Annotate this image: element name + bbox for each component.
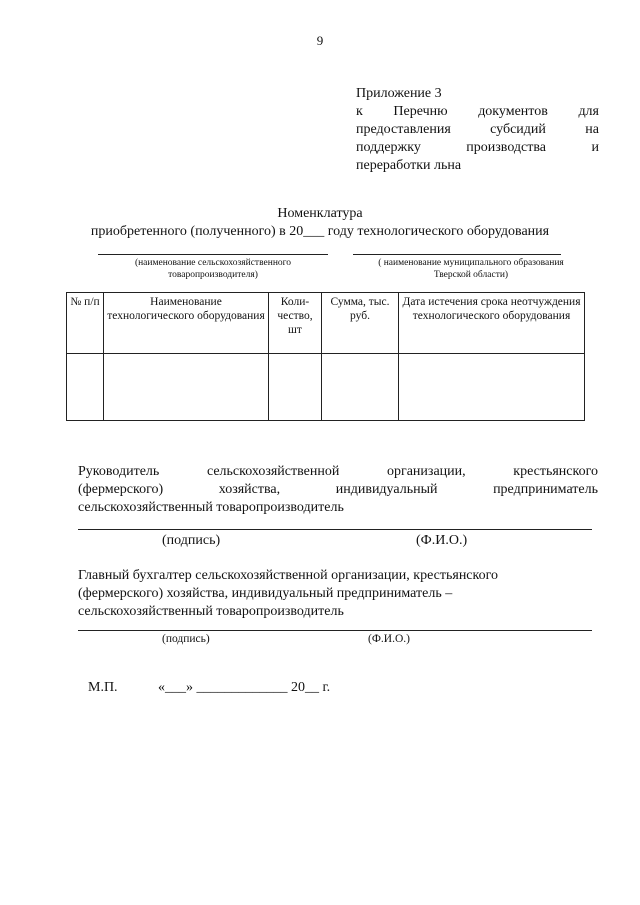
- accountant-line-1: Главный бухгалтер сельскохозяйственной организации, крестьянского: [78, 568, 499, 583]
- head-word: крестьянского: [513, 464, 598, 479]
- accountant-name-label: (Ф.И.О.): [368, 633, 410, 645]
- equipment-table: [66, 292, 585, 421]
- appendix-word: субсидий: [490, 122, 546, 137]
- table-cell[interactable]: [399, 354, 585, 421]
- column-header-name: Наименование технологического оборудования: [104, 293, 269, 354]
- head-line-3: сельскохозяйственный товаропроизводитель: [78, 500, 344, 515]
- appendix-word: производства: [466, 140, 547, 155]
- accountant-sign-label: (подпись): [162, 633, 210, 645]
- column-header-sum: Сумма, тыс. руб.: [322, 293, 399, 354]
- page-number: 9: [316, 33, 324, 48]
- appendix-line-4: [356, 139, 599, 157]
- accountant-line-2: (фермерского) хозяйства, индивидуальный предприниматель –: [78, 586, 453, 601]
- head-sign-label: (подпись): [162, 533, 221, 548]
- appendix-line-1: Приложение 3: [356, 86, 442, 101]
- stamp-place-label: М.П.: [88, 680, 118, 695]
- table-cell[interactable]: [104, 354, 269, 421]
- producer-name-line[interactable]: [98, 254, 328, 255]
- accountant-line-3: сельскохозяйственный товаропроизводитель: [78, 604, 344, 619]
- table-header-row: [67, 293, 585, 354]
- appendix-word: Перечню: [393, 104, 448, 119]
- head-word: предприниматель: [493, 482, 598, 497]
- date-field[interactable]: «___» _____________ 20__ г.: [158, 680, 331, 695]
- producer-name-caption: (наименование сельскохозяйственного товаропроизводителя): [134, 258, 292, 280]
- head-line-2: [78, 481, 598, 499]
- head-signature-text: [78, 463, 598, 517]
- appendix-word: к: [356, 104, 363, 119]
- head-word: Руководитель: [78, 464, 160, 479]
- head-word: сельскохозяйственной: [206, 464, 340, 479]
- appendix-word: для: [578, 104, 599, 119]
- appendix-word: документов: [478, 104, 548, 119]
- table-cell[interactable]: [67, 354, 104, 421]
- head-word: индивидуальный: [335, 482, 438, 497]
- head-word: организации,: [386, 464, 466, 479]
- column-header-date: Дата истечения срока неотчуждения технологического оборудования: [399, 293, 585, 354]
- appendix-word: поддержку: [356, 140, 421, 155]
- head-line-1: [78, 463, 598, 481]
- table-row: [67, 354, 585, 421]
- appendix-word: и: [591, 140, 599, 155]
- accountant-signature-text: [78, 567, 598, 621]
- column-header-quantity: Коли-чество, шт: [269, 293, 322, 354]
- head-signature-line[interactable]: [78, 529, 592, 530]
- appendix-line-3: [356, 121, 599, 139]
- table-cell[interactable]: [269, 354, 322, 421]
- appendix-block: [356, 85, 599, 175]
- appendix-word: на: [585, 122, 599, 137]
- head-name-label: (Ф.И.О.): [416, 533, 468, 548]
- accountant-signature-line[interactable]: [78, 630, 592, 631]
- head-word: хозяйства,: [218, 482, 281, 497]
- municipality-name-caption: ( наименование муниципального образования Тверской области): [378, 258, 564, 280]
- document-subtitle: приобретенного (полученного) в 20___ году технологического оборудования: [90, 224, 550, 239]
- municipality-name-line[interactable]: [353, 254, 561, 255]
- document-title: Номенклатура: [277, 206, 363, 221]
- appendix-line-5: переработки льна: [356, 158, 462, 173]
- appendix-line-2: [356, 103, 599, 121]
- column-header-number: № п/п: [67, 293, 104, 354]
- appendix-word: предоставления: [356, 122, 451, 137]
- head-word: (фермерского): [78, 482, 164, 497]
- table-cell[interactable]: [322, 354, 399, 421]
